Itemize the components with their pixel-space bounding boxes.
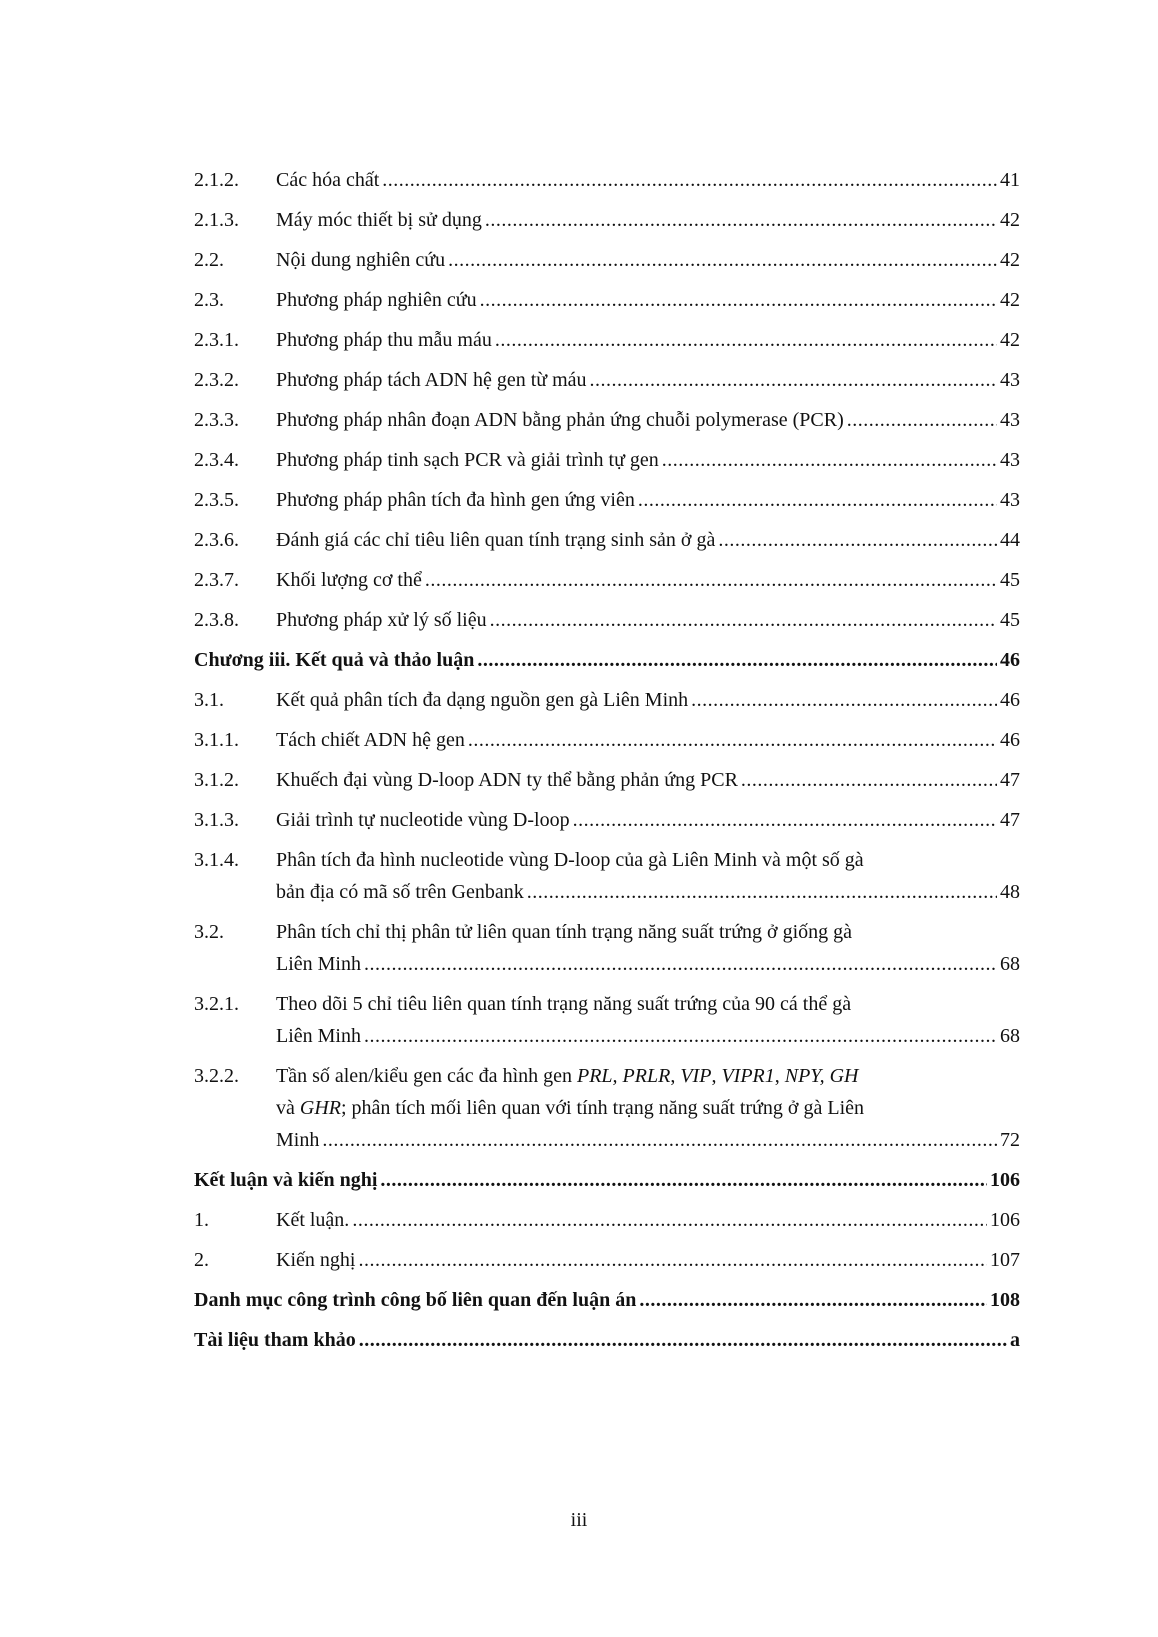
toc-entry-title: Kết luận. xyxy=(276,1209,350,1231)
toc-entry-2-3-7[interactable] xyxy=(194,564,1020,604)
dot-leader xyxy=(468,724,997,756)
gene-name: VIPR1 xyxy=(721,1065,775,1087)
toc-entry-page: 48 xyxy=(1000,881,1020,903)
toc-entry-2-3-3[interactable] xyxy=(194,404,1020,444)
toc-entry-page: 43 xyxy=(1000,449,1020,471)
dot-leader xyxy=(691,684,997,716)
gene-name: NPY, GH xyxy=(784,1065,859,1087)
toc-entry-page: 43 xyxy=(1000,489,1020,511)
toc-entry-page: 107 xyxy=(990,1249,1020,1271)
toc-chapter-title: Danh mục công trình công bố liên quan đến luận án xyxy=(194,1289,637,1311)
title-text: , xyxy=(774,1065,785,1087)
toc-entry-2-3-4[interactable] xyxy=(194,444,1020,484)
toc-entry-3-1-4[interactable] xyxy=(194,844,1020,916)
toc-entry-title: Giải trình tự nucleotide vùng D-loop xyxy=(276,809,570,831)
toc-entry-title: Phương pháp xử lý số liệu xyxy=(276,609,487,631)
toc-entry-title: Phương pháp phân tích đa hình gen ứng viên xyxy=(276,489,635,511)
toc-chapter-title: Kết luận và kiến nghị xyxy=(194,1169,378,1191)
toc-entry-number: 2.3.2. xyxy=(194,369,239,391)
toc-entry-3-1[interactable] xyxy=(194,684,1020,724)
toc-chapter-references[interactable] xyxy=(194,1324,1020,1364)
toc-entry-title: Phương pháp thu mẫu máu xyxy=(276,329,492,351)
toc-entry-title: Phương pháp tinh sạch PCR và giải trình tự gen xyxy=(276,449,659,471)
toc-entry-number: 2.3.6. xyxy=(194,529,239,551)
toc-entry-page: 108 xyxy=(990,1289,1020,1311)
toc-entry-page: 47 xyxy=(1000,809,1020,831)
dot-leader xyxy=(590,364,997,396)
dot-leader xyxy=(662,444,997,476)
dot-leader xyxy=(358,1244,987,1276)
toc-entry-number: 3.2.1. xyxy=(194,993,239,1015)
toc-entry-title-line: Liên Minh xyxy=(276,1025,361,1047)
toc-entry-title: Các hóa chất xyxy=(276,169,380,191)
toc-entry-2-3-1[interactable] xyxy=(194,324,1020,364)
toc-entry-page: 43 xyxy=(1000,369,1020,391)
toc-entry-page: 68 xyxy=(1000,1025,1020,1047)
toc-entry-title: Khối lượng cơ thể xyxy=(276,569,422,591)
dot-leader xyxy=(477,644,997,676)
dot-leader xyxy=(380,1164,987,1196)
toc-entry-number: 3.1.3. xyxy=(194,809,239,831)
gene-name: VIP xyxy=(680,1065,712,1087)
toc-entry-title: Phương pháp nghiên cứu xyxy=(276,289,477,311)
toc-entry-title-line: Theo dõi 5 chỉ tiêu liên quan tính trạng năng suất trứng của 90 cá thể gà xyxy=(276,993,852,1015)
toc-entry-title-line: Phân tích chỉ thị phân tử liên quan tính trạng năng suất trứng ở giống gà xyxy=(276,921,853,943)
gene-name: PRL, PRLR xyxy=(577,1065,671,1087)
toc-entry-number: 3.1. xyxy=(194,689,224,711)
toc-chapter-3[interactable] xyxy=(194,644,1020,684)
toc-entry-2-3[interactable] xyxy=(194,284,1020,324)
toc-entry-page: 42 xyxy=(1000,249,1020,271)
toc-entry-number: 2.3. xyxy=(194,289,224,311)
toc-entry-number: 2.3.1. xyxy=(194,329,239,351)
toc-entry-page: 45 xyxy=(1000,609,1020,631)
toc-entry-title: Kiến nghị xyxy=(276,1249,356,1271)
dot-leader xyxy=(573,804,997,836)
toc-entry-title-line xyxy=(276,1060,1020,1092)
toc-entry-3-2[interactable] xyxy=(194,916,1020,988)
dot-leader xyxy=(352,1204,987,1236)
toc-entry-number: 2.2. xyxy=(194,249,224,271)
toc-entry-number: 2.3.8. xyxy=(194,609,239,631)
dot-leader xyxy=(425,564,997,596)
toc-entry-3-1-2[interactable] xyxy=(194,764,1020,804)
toc-chapter-publications[interactable] xyxy=(194,1284,1020,1324)
title-text: Tần số alen/kiểu gen các đa hình gen xyxy=(276,1065,577,1087)
toc-entry-page: 42 xyxy=(1000,209,1020,231)
toc-entry-2-3-5[interactable] xyxy=(194,484,1020,524)
toc-chapter-title: Tài liệu tham khảo xyxy=(194,1329,356,1351)
toc-entry-number: 1. xyxy=(194,1209,209,1231)
toc-entry-3-1-3[interactable] xyxy=(194,804,1020,844)
toc-entry-title: Phương pháp tách ADN hệ gen từ máu xyxy=(276,369,587,391)
page-number: iii xyxy=(570,1509,588,1531)
title-text: và xyxy=(276,1097,300,1119)
toc-entry-page: 47 xyxy=(1000,769,1020,791)
toc-entry-number: 3.1.2. xyxy=(194,769,239,791)
dot-leader xyxy=(359,1324,1007,1356)
toc-entry-number: 2. xyxy=(194,1249,209,1271)
toc-entry-2-3-8[interactable] xyxy=(194,604,1020,644)
toc-entry-1[interactable] xyxy=(194,1204,1020,1244)
toc-entry-page: 68 xyxy=(1000,953,1020,975)
toc-entry-page: 42 xyxy=(1000,289,1020,311)
dot-leader xyxy=(638,484,997,516)
toc-chapter-title: Chương iii. Kết quả và thảo luận xyxy=(194,649,475,671)
dot-leader xyxy=(364,1020,997,1052)
gene-name: GHR xyxy=(299,1097,341,1119)
toc-entry-2-3-6[interactable] xyxy=(194,524,1020,564)
dot-leader xyxy=(495,324,997,356)
dot-leader xyxy=(490,604,997,636)
toc-entry-3-2-2[interactable] xyxy=(194,1060,1020,1164)
toc-entry-page: 42 xyxy=(1000,329,1020,351)
dot-leader xyxy=(847,404,997,436)
toc-entry-page: 106 xyxy=(990,1169,1020,1191)
toc-entry-number: 2.3.4. xyxy=(194,449,239,471)
toc-entry-title: Nội dung nghiên cứu xyxy=(276,249,446,271)
toc-entry-page: 46 xyxy=(1000,649,1020,671)
toc-entry-page: 41 xyxy=(1000,169,1020,191)
dot-leader xyxy=(448,244,997,276)
toc-entry-number: 2.3.5. xyxy=(194,489,239,511)
toc-entry-2-3-2[interactable] xyxy=(194,364,1020,404)
toc-entry-page: a xyxy=(1010,1329,1020,1351)
toc-entry-page: 106 xyxy=(990,1209,1020,1231)
dot-leader xyxy=(364,948,997,980)
toc-entry-title: Máy móc thiết bị sử dụng xyxy=(276,209,482,231)
title-text: , xyxy=(670,1065,681,1087)
dot-leader xyxy=(741,764,997,796)
title-text: ; phân tích mối liên quan với tính trạng năng suất trứng ở gà Liên xyxy=(341,1097,864,1119)
toc-entry-title: Phương pháp nhân đoạn ADN bằng phản ứng chuỗi polymerase (PCR) xyxy=(276,409,844,431)
toc-entry-page: 43 xyxy=(1000,409,1020,431)
toc-entry-title-line xyxy=(276,1092,1020,1124)
toc-entry-title-line: bản địa có mã số trên Genbank xyxy=(276,881,524,903)
toc-entry-number: 2.3.7. xyxy=(194,569,239,591)
toc-entry-title-line: Phân tích đa hình nucleotide vùng D-loop của gà Liên Minh và một số gà xyxy=(276,849,864,871)
toc-entry-3-1-1[interactable] xyxy=(194,724,1020,764)
toc-entry-title: Đánh giá các chỉ tiêu liên quan tính trạng sinh sản ở gà xyxy=(276,529,716,551)
toc-entry-number: 3.2.2. xyxy=(194,1065,239,1087)
toc-entry-page: 72 xyxy=(1000,1129,1020,1151)
toc-entry-title-line: Liên Minh xyxy=(276,953,361,975)
toc-entry-2-1-2[interactable] xyxy=(194,164,1020,204)
dot-leader xyxy=(639,1284,987,1316)
toc-entry-number: 3.1.1. xyxy=(194,729,239,751)
dot-leader xyxy=(480,284,997,316)
toc-entry-page: 44 xyxy=(1000,529,1020,551)
table-of-contents xyxy=(194,164,1020,1364)
toc-entry-2-1-3[interactable] xyxy=(194,204,1020,244)
title-text: , xyxy=(711,1065,722,1087)
toc-entry-title: Tách chiết ADN hệ gen xyxy=(276,729,465,751)
toc-chapter-conclusions[interactable] xyxy=(194,1164,1020,1204)
toc-entry-title-line: Minh xyxy=(276,1129,320,1151)
toc-entry-number: 3.2. xyxy=(194,921,224,943)
toc-entry-page: 46 xyxy=(1000,689,1020,711)
toc-entry-2[interactable] xyxy=(194,1244,1020,1284)
toc-entry-number: 2.1.3. xyxy=(194,209,239,231)
toc-entry-number: 2.1.2. xyxy=(194,169,239,191)
toc-entry-2-2[interactable] xyxy=(194,244,1020,284)
dot-leader xyxy=(485,204,997,236)
dot-leader xyxy=(718,524,997,556)
toc-entry-number: 3.1.4. xyxy=(194,849,239,871)
toc-entry-3-2-1[interactable] xyxy=(194,988,1020,1060)
dot-leader xyxy=(322,1124,997,1156)
dot-leader xyxy=(382,164,997,196)
toc-entry-page: 46 xyxy=(1000,729,1020,751)
toc-entry-number: 2.3.3. xyxy=(194,409,239,431)
toc-entry-page: 45 xyxy=(1000,569,1020,591)
dot-leader xyxy=(527,876,997,908)
toc-entry-title: Khuếch đại vùng D-loop ADN ty thể bằng phản ứng PCR xyxy=(276,769,738,791)
toc-entry-title: Kết quả phân tích đa dạng nguồn gen gà Liên Minh xyxy=(276,689,689,711)
